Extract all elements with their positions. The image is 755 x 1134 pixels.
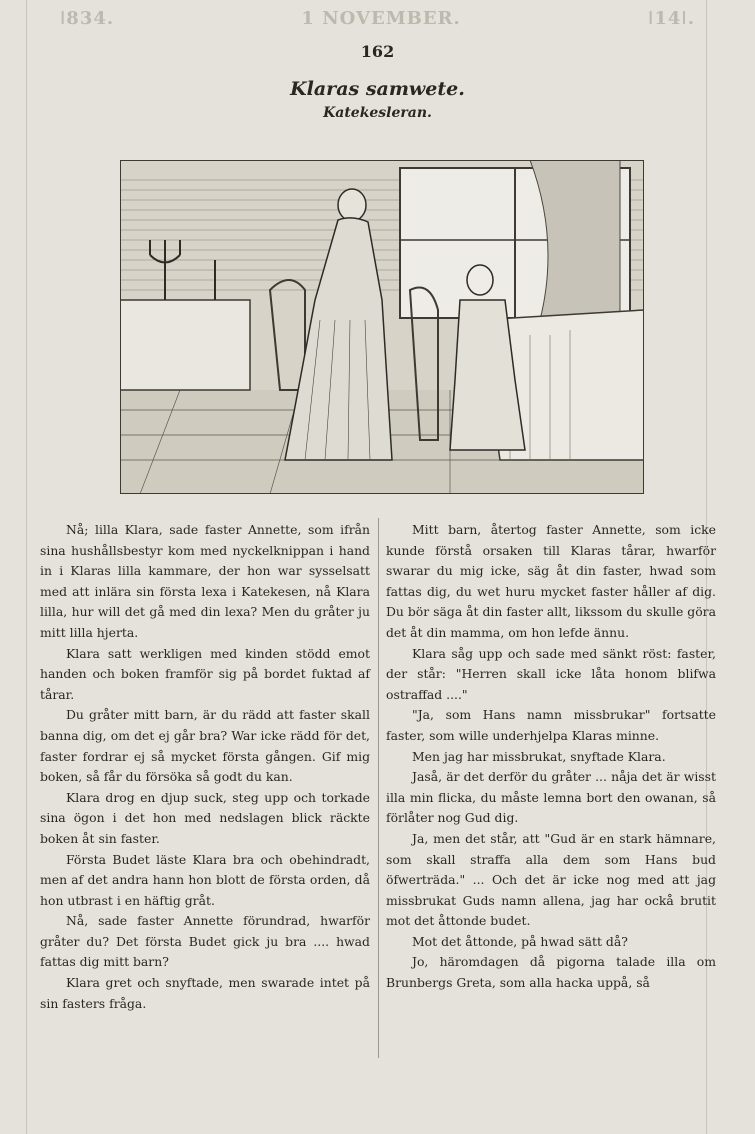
paragraph: "Ja, som Hans namn missbrukar" fortsatte faster, som wille underhjelpa Klaras minne. <box>386 707 716 743</box>
paragraph: Klara satt werkligen med kinden stödd emot handen och boken framför sig på bordet fuktad af tårar. <box>40 645 370 702</box>
paragraph: Mot det åttonde, på hwad sätt då? <box>412 933 628 949</box>
paragraph: Klara gret och snyftade, men swarade intet på sin fasters fråga. <box>40 975 370 1011</box>
paragraph: Jo, häromdagen då pigorna talade illa om Brunbergs Greta, som alla hacka uppå, så <box>386 954 716 991</box>
paragraph: Du gråter mitt barn, är du rädd att faster skall banna dig, om det ej går bra? War icke rädd för det, faster fordrar ej så mycket första gången. Gif mig boken, så får du försöka så godt du kan. <box>40 707 370 785</box>
bleed-through-center: 1 NOVEMBER. <box>301 8 461 29</box>
frame-line-left <box>26 0 27 1134</box>
paragraph: Klara såg upp och sade med sänkt röst: faster, der står: "Herren skall icke låta honom blifwa ostraffad ...." <box>386 645 716 702</box>
paragraph: Men jag har missbrukat, snyftade Klara. <box>412 748 666 764</box>
paragraph: Jaså, är det derför du gråter ... nåja det är wisst illa min flicka, du måste lemna bort den owanan, så förlåter nog Gud dig. <box>386 769 716 826</box>
paragraph: Nå; lilla Klara, sade faster Annette, som ifrån sina hushållsbestyr kom med nyckelknippan i hand in i Klaras lilla kammare, der hon war sysselsatt med att inlära sin första lexa i Katekesen, nå Klara lilla, hur will det gå med din lexa? Men du gråter ju mitt lilla hjerta. <box>40 522 370 640</box>
paragraph: Nå, sade faster Annette förundrad, hwarför gråter du? Det första Budet gick ju bra .... hwad fattas dig mitt barn? <box>40 913 370 970</box>
bleed-through-header <box>0 8 755 34</box>
engraving-illustration <box>120 160 644 494</box>
page-number: 162 <box>360 42 395 61</box>
paragraph: Första Budet läste Klara bra och obehindradt, men af det andra hann hon blott de första orden, då hon utbrast i en häftig gråt. <box>40 851 370 908</box>
paragraph: Mitt barn, återtog faster Annette, som icke kunde förstå orsaken till Klaras tårar, hwarför swarar du mig icke, säg åt din faster, hwad som fattas dig, du wet huru mycket faster håller af dig. Du bör säga åt din faster allt, likssom du skulle göra det åt din mamma, om hon lefde ännu. <box>386 522 716 640</box>
paragraph: Klara drog en djup suck, steg upp och torkade sina ögon i det hon med nedslagen blick räckte boken åt sin faster. <box>40 789 370 846</box>
paragraph: Ja, men det står, att "Gud är en stark hämnare, som skall straffa alla dem som Hans bud öfwerträda." ... Och det är icke nog med att jag missbrukat Guds namn allena, jag har ockå brutit mot det åttonde budet. <box>386 830 716 929</box>
article-subtitle: Katekesleran. <box>323 105 432 121</box>
article-title: Klaras samwete. <box>290 78 465 100</box>
right-text-column <box>386 520 716 994</box>
bleed-through-left: ǀ834. <box>60 8 115 29</box>
column-divider <box>378 518 379 1058</box>
left-text-column <box>40 520 370 1014</box>
bleed-through-right: ǀ14ǀ. <box>648 8 695 29</box>
